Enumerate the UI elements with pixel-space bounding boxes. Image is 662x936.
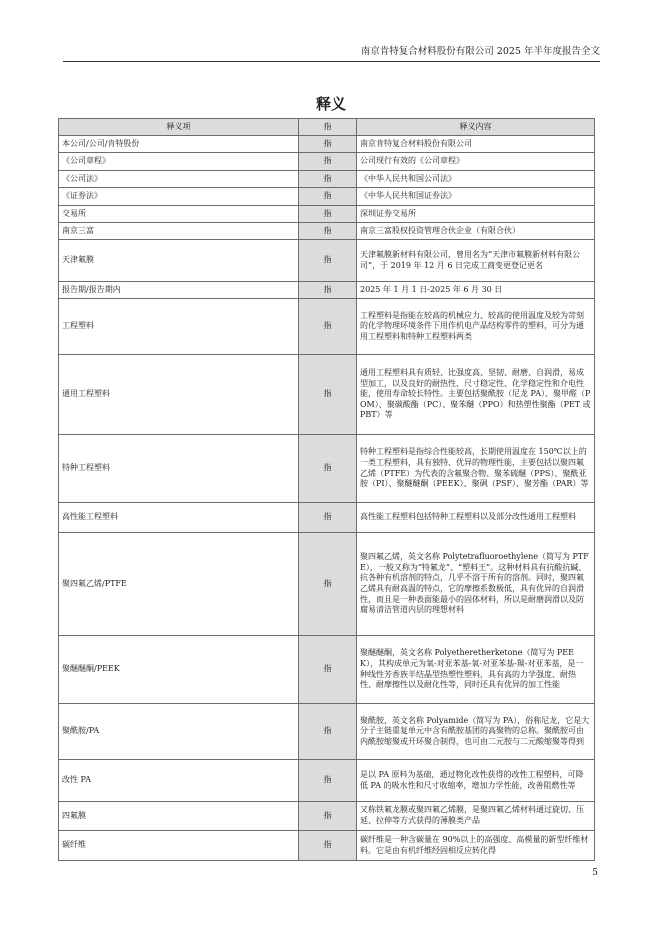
mark-cell: 指	[299, 299, 357, 355]
table-row	[59, 831, 595, 861]
definition-cell: 通用工程塑料具有质轻、比强度高、坚韧、耐磨、自润滑，易成型加工，以及良好的耐热性、尺寸稳定性、化学稳定性和介电性能，使用寿命较长特性。主要包括聚酰胺（尼龙 PA）、聚甲醛（POM）、聚碳酸酯（PC）、聚苯醚（PPO）和热塑性聚酯（PET 或 PBT）等	[357, 355, 595, 435]
mark-cell: 指	[299, 704, 357, 760]
term-cell: 《证券法》	[59, 188, 299, 206]
term-cell: 特种工程塑料	[59, 435, 299, 503]
table-header-row	[59, 119, 595, 136]
mark-cell: 指	[299, 240, 357, 282]
term-cell: 《公司法》	[59, 171, 299, 188]
definition-cell: 工程塑料是指能在较高的机械应力、较高的使用温度及较为苛刻的化学物理环境条件下用作机电产品结构零件的塑料，可分为通用工程塑料和特种工程塑料两类	[357, 299, 595, 355]
definition-cell: 公司现行有效的《公司章程》	[357, 153, 595, 171]
mark-cell: 指	[299, 802, 357, 831]
mark-cell: 指	[299, 831, 357, 861]
definition-cell: 是以 PA 原料为基础，通过物化改性获得的改性工程塑料，可降低 PA 的吸水性和尺寸收缩率，增加力学性能，改善阻燃性等	[357, 760, 595, 802]
term-cell: 聚四氟乙烯/PTFE	[59, 533, 299, 636]
definition-cell: 碳纤维是一种含碳量在 90%以上的高强度、高模量的新型纤维材料。它是由有机纤维经固相反应转化得	[357, 831, 595, 861]
mark-cell: 指	[299, 136, 357, 153]
definition-cell: 《中华人民共和国证券法》	[357, 188, 595, 206]
term-cell: 交易所	[59, 206, 299, 223]
term-cell: 工程塑料	[59, 299, 299, 355]
term-cell: 通用工程塑料	[59, 355, 299, 435]
term-cell: 聚醚醚酮/PEEK	[59, 636, 299, 704]
table-row	[59, 240, 595, 282]
table-row	[59, 435, 595, 503]
table-row	[59, 153, 595, 171]
mark-cell: 指	[299, 282, 357, 299]
table-row	[59, 533, 595, 636]
mark-cell: 指	[299, 188, 357, 206]
table-row	[59, 299, 595, 355]
definition-cell: 聚四氟乙烯，英文名称 Polytetrafluoroethylene（简写为 PTFE），一般又称为“特氟龙”、“塑料王”。这种材料具有抗酸抗碱、抗各种有机溶剂的特点，几乎不溶于所有的溶剂。同时，聚四氟乙烯具有耐高温的特点，它的摩擦系数极低，具有优异的自润滑性，而且是一种表面能最小的固体材料，所以是耐磨润滑以及防腐易清洁管道内层的理想材料	[357, 533, 595, 636]
mark-cell: 指	[299, 533, 357, 636]
page-header: 南京肯特复合材料股份有限公司 2025 年半年度报告全文	[63, 46, 600, 62]
page-title: 释义	[315, 95, 346, 113]
definition-cell: 南京三富股权投资管理合伙企业（有限合伙）	[357, 223, 595, 240]
column-header-definition: 释义内容	[357, 119, 595, 136]
table-row	[59, 171, 595, 188]
table-row	[59, 188, 595, 206]
table-row	[59, 636, 595, 704]
term-cell: 南京三富	[59, 223, 299, 240]
column-header-mark: 指	[299, 119, 357, 136]
definition-cell: 特种工程塑料是指综合性能较高，长期使用温度在 150℃以上的一类工程塑料，具有独特、优异的物理性能，主要包括以聚四氟乙烯（PTFE）为代表的含氟聚合物、聚苯硫醚（PPS）、聚酰亚胺（PI）、聚醚醚酮（PEEK）、聚砜（PSF）、聚芳酯（PAR）等	[357, 435, 595, 503]
term-cell: 四氟膜	[59, 802, 299, 831]
mark-cell: 指	[299, 206, 357, 223]
term-cell: 天津氟膜	[59, 240, 299, 282]
term-cell: 高性能工程塑料	[59, 503, 299, 533]
mark-cell: 指	[299, 760, 357, 802]
definition-cell: 天津氟膜新材料有限公司，曾用名为“天津市氟膜新材料有限公司”，于 2019 年 12 月 6 日完成工商变更登记更名	[357, 240, 595, 282]
definition-cell: 又称铁氟龙膜或聚四氟乙烯膜，是聚四氟乙烯材料通过旋切、压延、拉伸等方式获得的薄膜类产品	[357, 802, 595, 831]
definition-cell: 《中华人民共和国公司法》	[357, 171, 595, 188]
mark-cell: 指	[299, 503, 357, 533]
term-cell: 碳纤维	[59, 831, 299, 861]
definition-cell: 南京肯特复合材料股份有限公司	[357, 136, 595, 153]
definition-cell: 深圳证券交易所	[357, 206, 595, 223]
mark-cell: 指	[299, 636, 357, 704]
term-cell: 改性 PA	[59, 760, 299, 802]
mark-cell: 指	[299, 223, 357, 240]
term-cell: 《公司章程》	[59, 153, 299, 171]
table-row	[59, 223, 595, 240]
mark-cell: 指	[299, 153, 357, 171]
mark-cell: 指	[299, 171, 357, 188]
table-row	[59, 503, 595, 533]
definition-cell: 2025 年 1 月 1 日-2025 年 6 月 30 日	[357, 282, 595, 299]
term-cell: 聚酰胺/PA	[59, 704, 299, 760]
definitions-table	[58, 118, 595, 861]
table-row	[59, 355, 595, 435]
definition-cell: 高性能工程塑料包括特种工程塑料以及部分改性通用工程塑料	[357, 503, 595, 533]
term-cell: 本公司/公司/肯特股份	[59, 136, 299, 153]
mark-cell: 指	[299, 355, 357, 435]
table-row	[59, 760, 595, 802]
definition-cell: 聚酰胺，英文名称 Polyamide（简写为 PA），俗称尼龙，它是大分子主链重复单元中含有酰胺基团的高聚物的总称。聚酰胺可由内酰胺缩聚或开环聚合制得，也可由二元胺与二元酸缩聚等得到	[357, 704, 595, 760]
table-row	[59, 282, 595, 299]
table-row	[59, 136, 595, 153]
term-cell: 报告期/报告期内	[59, 282, 299, 299]
column-header-term: 释义项	[59, 119, 299, 136]
table-row	[59, 206, 595, 223]
definition-cell: 聚醚醚酮，英文名称 Polyetheretherketone（简写为 PEEK），其构成单元为氧-对亚苯基-氧-对亚苯基-羰-对亚苯基，是一种线性芳香族半结晶型热塑性塑料，具有高的力学强度、耐热性、耐摩擦性以及耐化性等，同时还具有优异的加工性能	[357, 636, 595, 704]
page-number: 5	[592, 868, 598, 878]
table-row	[59, 802, 595, 831]
mark-cell: 指	[299, 435, 357, 503]
table-row	[59, 704, 595, 760]
